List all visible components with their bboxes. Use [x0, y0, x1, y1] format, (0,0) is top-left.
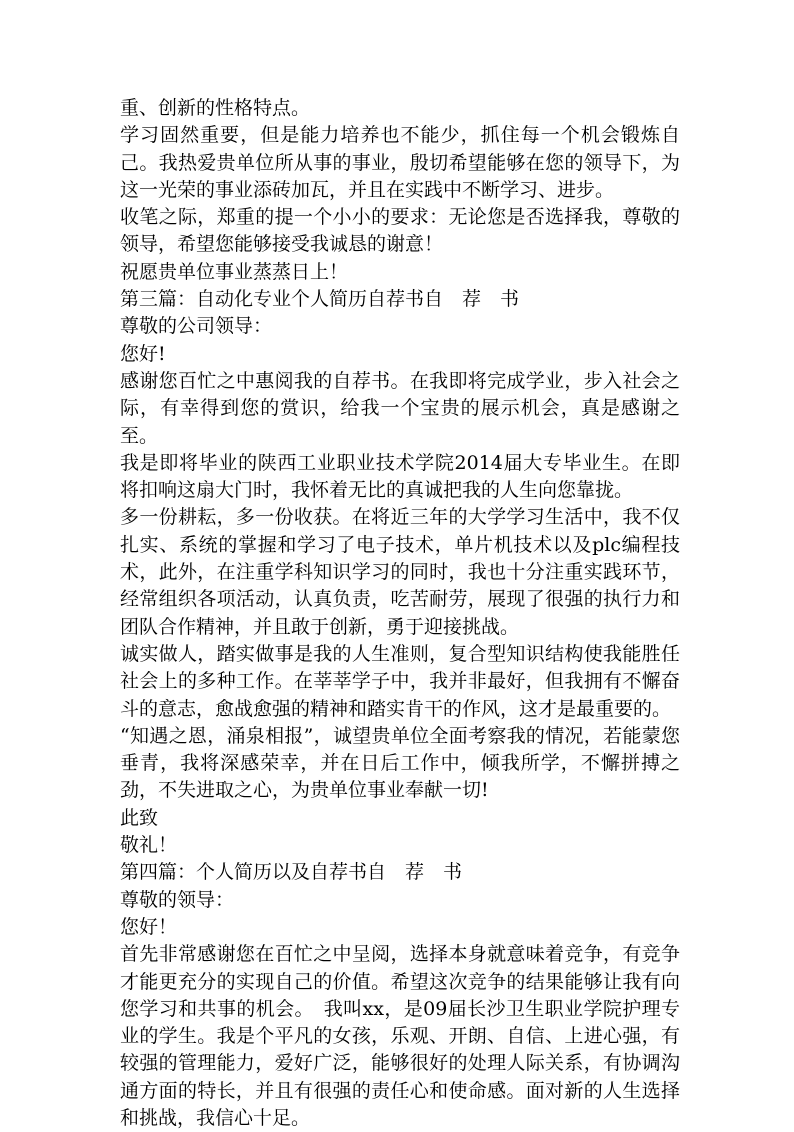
- section-heading-3: 第三篇：自动化专业个人简历自荐书自 荐 书: [120, 288, 520, 311]
- salutation-3: 尊敬的公司领导：: [120, 315, 273, 338]
- greeting-3: 您好!: [120, 342, 166, 365]
- salutation-4: 尊敬的领导：: [120, 888, 235, 911]
- paragraph-graduate-3: 我是即将毕业的陕西工业职业技术学院2014届大专毕业生。在即将扣响这扇大门时，我怀着无比的真诚把我的人生向您靠拢。: [120, 451, 680, 502]
- document-page: [120, 95, 680, 1132]
- paragraph-closing-request: 收笔之际，郑重的提一个小小的要求：无论您是否选择我，尊敬的领导，希望您能够接受我诚恳的谢意！: [120, 206, 680, 256]
- paragraph-appeal-3: “知遇之恩，涌泉相报”，诚望贵单位全面考察我的情况，若能蒙您垂青，我将深感荣幸，并在日后工作中，倾我所学，不懈拼搏之劲，不失进取之心，为贵单位事业奉献一切!: [120, 724, 680, 802]
- paragraph-wishes: 祝愿贵单位事业蒸蒸日上！: [120, 260, 349, 283]
- paragraph-study-3: 多一份耕耘，多一份收获。在将近三年的大学学习生活中，我不仅扎实、系统的掌握和学习了电子技术，单片机技术以及plc编程技术，此外，在注重学科知识学习的同时，我也十分注重实践环节，经常组织各项活动，认真负责，吃苦耐劳，展现了很强的执行力和团队合作精神，并且敢于创新，勇于迎接挑战。: [120, 506, 680, 638]
- paragraph-thanks-3: 感谢您百忙之中惠阅我的自荐书。在我即将完成学业，步入社会之际，有幸得到您的赏识，给我一个宝贵的展示机会，真是感谢之至。: [120, 369, 680, 447]
- paragraph-learning: 学习固然重要，但是能力培养也不能少，抓住每一个机会锻炼自己。我热爱贵单位所从事的事业，殷切希望能够在您的领导下，为这一光荣的事业添砖加瓦，并且在实践中不断学习、进步。: [120, 124, 680, 201]
- paragraph-intro-end: 重、创新的性格特点。: [120, 97, 311, 119]
- greeting-4: 您好！: [120, 915, 178, 938]
- closing-cizhi: 此致: [120, 806, 159, 829]
- paragraph-intro-4: 首先非常感谢您在百忙之中呈阅，选择本身就意味着竞争，有竞争才能更充分的实现自己的价值。希望这次竞争的结果能够让我有向您学习和共事的机会。 我叫xx，是09届长沙卫生职业学院护理专业的学生。我是个平凡的女孩，乐观、开朗、自信、上进心强，有较强的管理能力，爱好广泛，能够很好的处理人际关系，有协调沟通方面的特长，并且有很强的责任心和使命感。面对新的人生选择和挑战，我信心十足。: [120, 943, 680, 1129]
- closing-jingli: 敬礼！: [120, 834, 178, 857]
- section-heading-4: 第四篇：个人简历以及自荐书自 荐 书: [120, 861, 463, 884]
- paragraph-principle-3: 诚实做人，踏实做事是我的人生准则，复合型知识结构使我能胜任社会上的多种工作。在莘莘学子中，我并非最好，但我拥有不懈奋斗的意志，愈战愈强的精神和踏实肯干的作风，这才是最重要的。: [120, 642, 680, 720]
